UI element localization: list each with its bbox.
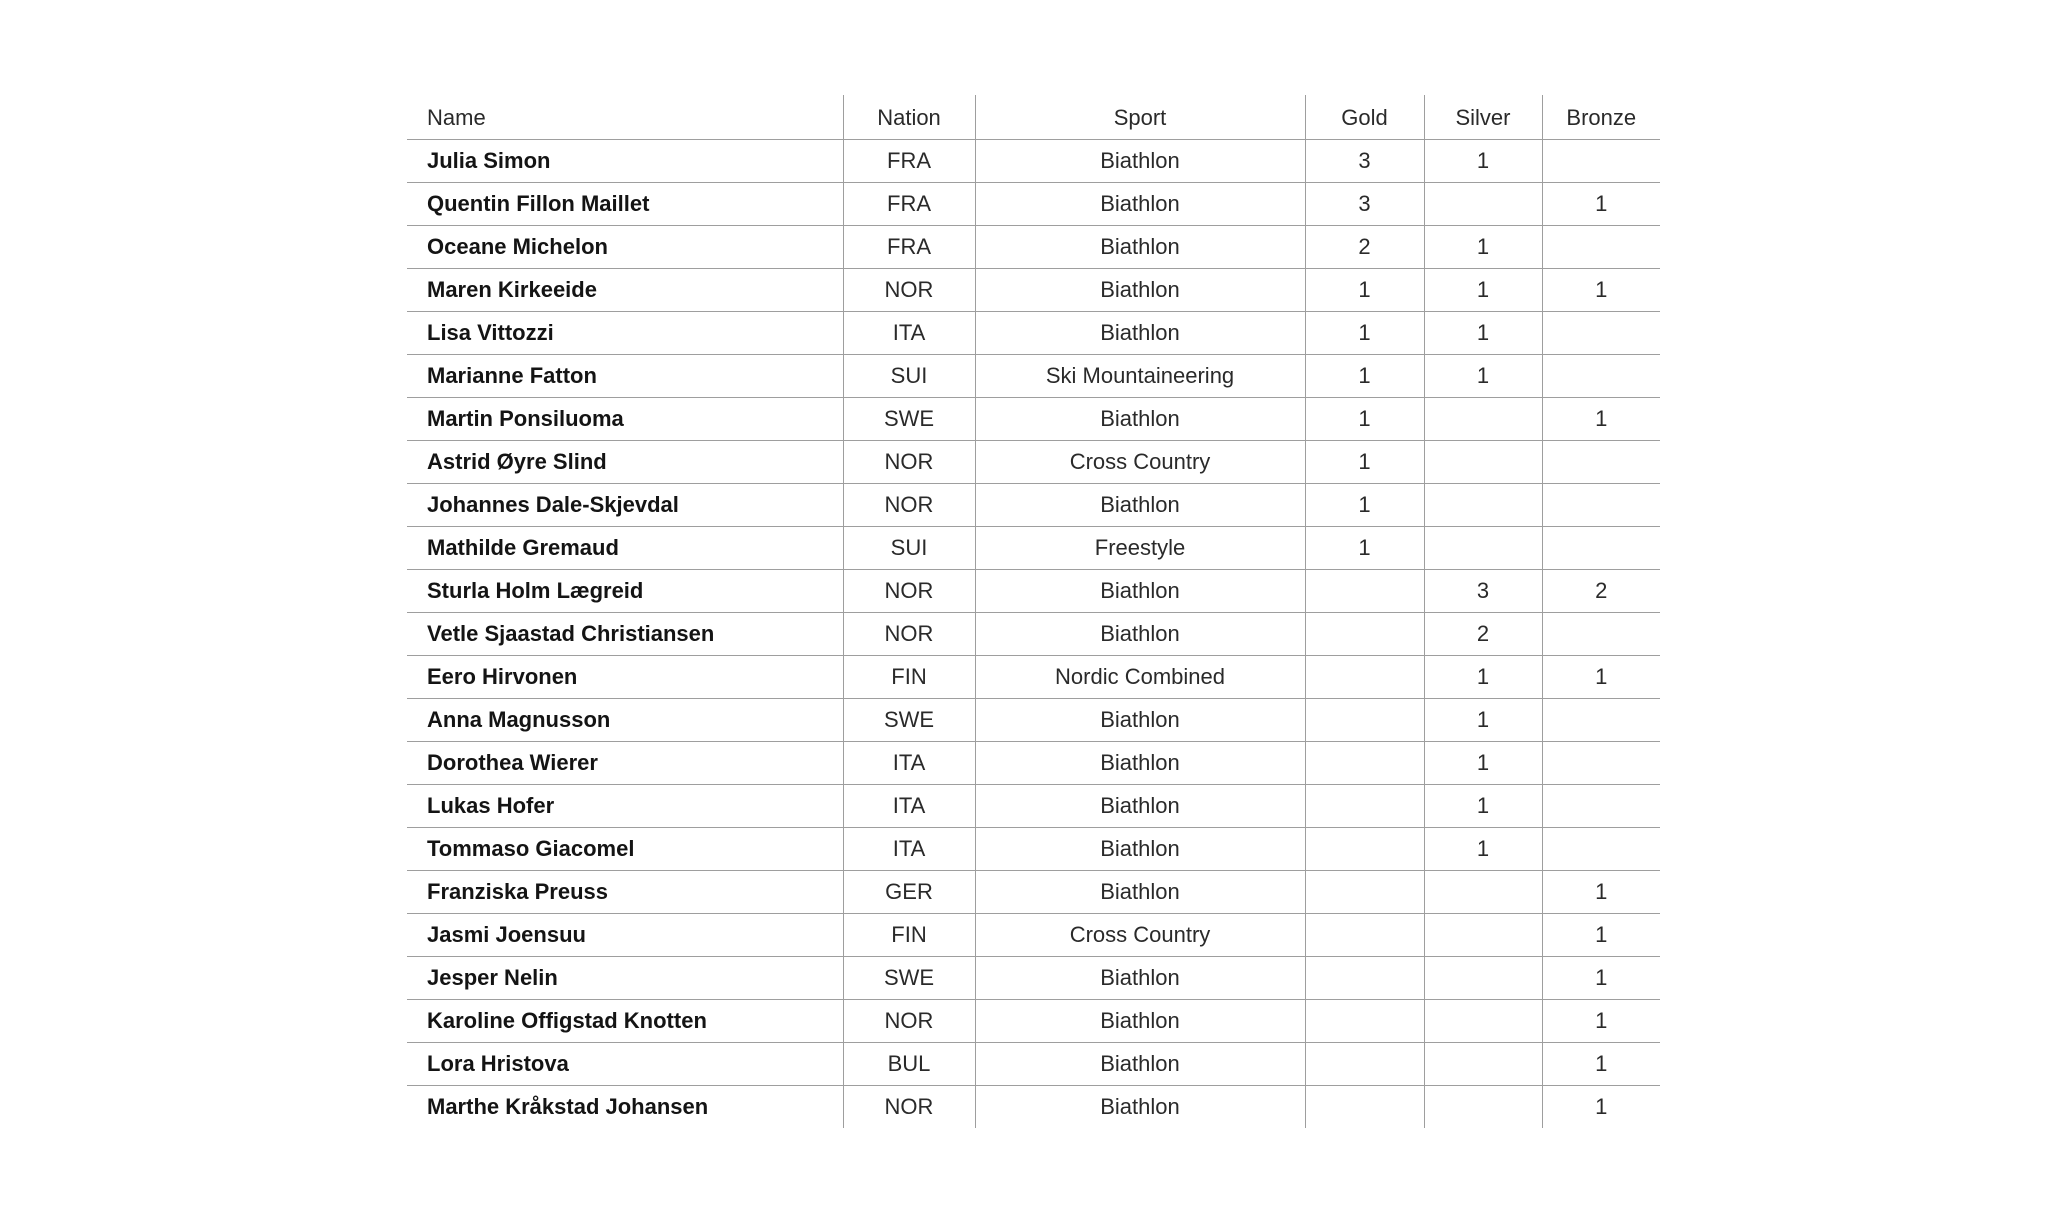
cell-name: Mathilde Gremaud <box>427 535 619 560</box>
cell-bronze <box>1542 742 1660 785</box>
cell-name: Vetle Sjaastad Christiansen <box>427 621 715 646</box>
cell-silver: 3 <box>1424 570 1542 613</box>
cell-bronze <box>1542 828 1660 871</box>
cell-bronze: 1 <box>1542 914 1660 957</box>
cell-gold <box>1305 742 1424 785</box>
cell-bronze <box>1542 699 1660 742</box>
cell-nation: NOR <box>843 269 975 312</box>
cell-sport: Biathlon <box>975 828 1305 871</box>
cell-nation: ITA <box>843 312 975 355</box>
cell-sport: Cross Country <box>975 441 1305 484</box>
cell-gold <box>1305 1086 1424 1129</box>
table-row <box>407 699 1660 742</box>
cell-silver <box>1424 871 1542 914</box>
cell-bronze <box>1542 355 1660 398</box>
cell-nation: FIN <box>843 914 975 957</box>
cell-nation: ITA <box>843 828 975 871</box>
cell-silver: 1 <box>1424 355 1542 398</box>
cell-sport: Biathlon <box>975 871 1305 914</box>
table-row <box>407 269 1660 312</box>
cell-gold: 1 <box>1305 269 1424 312</box>
cell-gold: 1 <box>1305 355 1424 398</box>
cell-name: Johannes Dale-Skjevdal <box>427 492 679 517</box>
cell-name: Jesper Nelin <box>427 965 558 990</box>
cell-name: Astrid Øyre Slind <box>427 449 607 474</box>
table-row <box>407 1043 1660 1086</box>
table-row <box>407 785 1660 828</box>
cell-nation: ITA <box>843 742 975 785</box>
cell-sport: Biathlon <box>975 269 1305 312</box>
table-row <box>407 656 1660 699</box>
cell-silver <box>1424 398 1542 441</box>
cell-nation: FRA <box>843 226 975 269</box>
table-row <box>407 871 1660 914</box>
cell-bronze: 1 <box>1542 1086 1660 1129</box>
cell-silver: 1 <box>1424 785 1542 828</box>
cell-name: Franziska Preuss <box>427 879 608 904</box>
cell-gold <box>1305 871 1424 914</box>
cell-name: Tommaso Giacomel <box>427 836 635 861</box>
cell-bronze: 1 <box>1542 957 1660 1000</box>
column-header-bronze: Bronze <box>1542 95 1660 140</box>
column-header-gold: Gold <box>1305 95 1424 140</box>
cell-gold <box>1305 570 1424 613</box>
table-row <box>407 1086 1660 1129</box>
cell-silver: 1 <box>1424 312 1542 355</box>
column-header-name: Name <box>427 105 486 130</box>
cell-bronze <box>1542 226 1660 269</box>
table-row <box>407 140 1660 183</box>
cell-silver: 1 <box>1424 742 1542 785</box>
cell-gold <box>1305 785 1424 828</box>
cell-silver: 1 <box>1424 140 1542 183</box>
cell-gold <box>1305 1043 1424 1086</box>
cell-silver <box>1424 441 1542 484</box>
cell-name: Maren Kirkeeide <box>427 277 597 302</box>
cell-name: Marthe Kråkstad Johansen <box>427 1094 709 1119</box>
cell-silver: 1 <box>1424 828 1542 871</box>
cell-sport: Biathlon <box>975 742 1305 785</box>
table-row <box>407 1000 1660 1043</box>
cell-gold <box>1305 613 1424 656</box>
cell-bronze <box>1542 785 1660 828</box>
cell-sport: Nordic Combined <box>975 656 1305 699</box>
cell-gold: 3 <box>1305 183 1424 226</box>
cell-gold <box>1305 914 1424 957</box>
cell-silver <box>1424 484 1542 527</box>
cell-sport: Biathlon <box>975 1000 1305 1043</box>
cell-bronze <box>1542 140 1660 183</box>
table-row <box>407 914 1660 957</box>
cell-sport: Cross Country <box>975 914 1305 957</box>
cell-bronze: 1 <box>1542 1000 1660 1043</box>
cell-silver <box>1424 1000 1542 1043</box>
cell-nation: SUI <box>843 527 975 570</box>
cell-bronze: 1 <box>1542 1043 1660 1086</box>
cell-silver <box>1424 527 1542 570</box>
cell-sport: Biathlon <box>975 140 1305 183</box>
cell-nation: SUI <box>843 355 975 398</box>
cell-bronze: 1 <box>1542 398 1660 441</box>
cell-bronze: 2 <box>1542 570 1660 613</box>
cell-sport: Biathlon <box>975 183 1305 226</box>
cell-nation: NOR <box>843 1086 975 1129</box>
cell-bronze: 1 <box>1542 269 1660 312</box>
cell-sport: Biathlon <box>975 226 1305 269</box>
cell-nation: FIN <box>843 656 975 699</box>
cell-silver: 1 <box>1424 699 1542 742</box>
cell-sport: Biathlon <box>975 957 1305 1000</box>
cell-silver: 1 <box>1424 656 1542 699</box>
cell-name: Sturla Holm Lægreid <box>427 578 644 603</box>
medal-table <box>407 95 1660 1128</box>
cell-bronze <box>1542 484 1660 527</box>
medal-table-container <box>407 95 1660 1128</box>
cell-bronze <box>1542 441 1660 484</box>
cell-sport: Biathlon <box>975 570 1305 613</box>
cell-silver <box>1424 183 1542 226</box>
table-row <box>407 183 1660 226</box>
cell-gold: 1 <box>1305 484 1424 527</box>
cell-nation: ITA <box>843 785 975 828</box>
cell-name: Eero Hirvonen <box>427 664 578 689</box>
cell-silver <box>1424 1086 1542 1129</box>
cell-name: Dorothea Wierer <box>427 750 598 775</box>
cell-bronze: 1 <box>1542 656 1660 699</box>
cell-gold <box>1305 656 1424 699</box>
cell-name: Marianne Fatton <box>427 363 597 388</box>
cell-nation: NOR <box>843 441 975 484</box>
cell-sport: Ski Mountaineering <box>975 355 1305 398</box>
cell-nation: FRA <box>843 183 975 226</box>
cell-sport: Biathlon <box>975 484 1305 527</box>
cell-name: Oceane Michelon <box>427 234 608 259</box>
cell-name: Karoline Offigstad Knotten <box>427 1008 707 1033</box>
header-row <box>407 95 1660 140</box>
table-row <box>407 742 1660 785</box>
cell-name: Julia Simon <box>427 148 551 173</box>
cell-sport: Biathlon <box>975 699 1305 742</box>
table-header <box>407 95 1660 140</box>
cell-name: Quentin Fillon Maillet <box>427 191 650 216</box>
cell-name: Anna Magnusson <box>427 707 611 732</box>
table-row <box>407 527 1660 570</box>
cell-nation: NOR <box>843 613 975 656</box>
cell-nation: SWE <box>843 398 975 441</box>
cell-silver <box>1424 957 1542 1000</box>
cell-name: Martin Ponsiluoma <box>427 406 624 431</box>
cell-bronze <box>1542 527 1660 570</box>
cell-gold: 3 <box>1305 140 1424 183</box>
cell-sport: Biathlon <box>975 1086 1305 1129</box>
cell-sport: Biathlon <box>975 613 1305 656</box>
cell-gold: 1 <box>1305 312 1424 355</box>
cell-nation: GER <box>843 871 975 914</box>
cell-bronze <box>1542 312 1660 355</box>
cell-sport: Biathlon <box>975 785 1305 828</box>
cell-gold: 1 <box>1305 527 1424 570</box>
cell-gold: 2 <box>1305 226 1424 269</box>
cell-bronze <box>1542 613 1660 656</box>
cell-nation: BUL <box>843 1043 975 1086</box>
column-header-silver: Silver <box>1424 95 1542 140</box>
cell-name: Jasmi Joensuu <box>427 922 586 947</box>
cell-name: Lisa Vittozzi <box>427 320 554 345</box>
cell-nation: NOR <box>843 570 975 613</box>
table-row <box>407 484 1660 527</box>
column-header-nation: Nation <box>843 95 975 140</box>
cell-name: Lukas Hofer <box>427 793 555 818</box>
cell-gold <box>1305 957 1424 1000</box>
cell-silver <box>1424 914 1542 957</box>
cell-name: Lora Hristova <box>427 1051 569 1076</box>
table-row <box>407 312 1660 355</box>
table-row <box>407 441 1660 484</box>
cell-sport: Biathlon <box>975 312 1305 355</box>
cell-nation: SWE <box>843 699 975 742</box>
cell-gold <box>1305 699 1424 742</box>
cell-nation: SWE <box>843 957 975 1000</box>
cell-bronze: 1 <box>1542 183 1660 226</box>
table-row <box>407 226 1660 269</box>
cell-silver: 1 <box>1424 269 1542 312</box>
cell-silver: 2 <box>1424 613 1542 656</box>
table-row <box>407 355 1660 398</box>
table-row <box>407 828 1660 871</box>
table-row <box>407 398 1660 441</box>
cell-sport: Biathlon <box>975 398 1305 441</box>
cell-bronze: 1 <box>1542 871 1660 914</box>
cell-silver: 1 <box>1424 226 1542 269</box>
cell-nation: FRA <box>843 140 975 183</box>
table-row <box>407 957 1660 1000</box>
cell-gold: 1 <box>1305 441 1424 484</box>
cell-gold: 1 <box>1305 398 1424 441</box>
table-row <box>407 570 1660 613</box>
cell-sport: Biathlon <box>975 1043 1305 1086</box>
table-row <box>407 613 1660 656</box>
cell-gold <box>1305 1000 1424 1043</box>
cell-sport: Freestyle <box>975 527 1305 570</box>
table-body <box>407 140 1660 1129</box>
column-header-sport: Sport <box>975 95 1305 140</box>
cell-silver <box>1424 1043 1542 1086</box>
cell-nation: NOR <box>843 484 975 527</box>
cell-gold <box>1305 828 1424 871</box>
cell-nation: NOR <box>843 1000 975 1043</box>
